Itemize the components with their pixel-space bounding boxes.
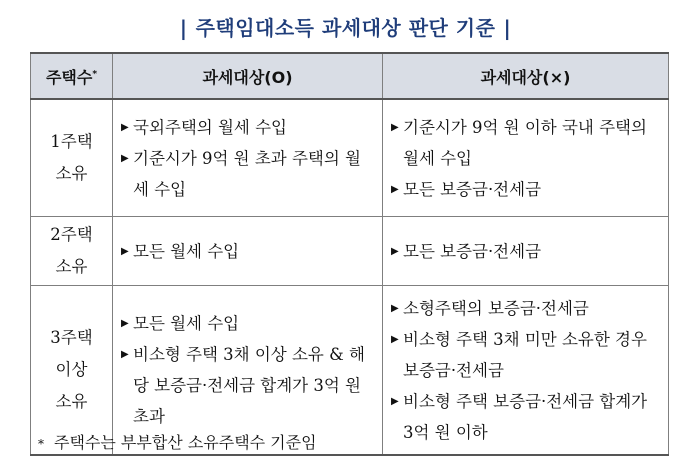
list-item: ▶ 모든 월세 수입: [121, 236, 374, 267]
table-row: [31, 217, 669, 286]
header-taxable: 과세대상(O): [113, 53, 383, 99]
footnote: [38, 430, 317, 453]
list-item: ▶ 모든 보증금·전세금: [391, 236, 660, 267]
list-item: ▶ 소형주택의 보증금·전세금: [391, 293, 660, 324]
taxable-cell: [113, 217, 383, 286]
nontaxable-cell: [383, 286, 669, 456]
arrow-right-icon: ▶: [121, 318, 129, 329]
taxable-cell: [113, 99, 383, 217]
row-label: 3주택 이상 소유: [31, 286, 113, 456]
table-header-row: [31, 53, 669, 99]
row-label: 2주택 소유: [31, 217, 113, 286]
footnote-mark: *: [38, 437, 44, 451]
arrow-right-icon: ▶: [391, 121, 399, 133]
arrow-right-icon: ▶: [391, 183, 399, 195]
nontaxable-cell: [383, 217, 669, 286]
arrow-right-icon: ▶: [121, 152, 129, 164]
header-house-count: 주택수*: [31, 53, 113, 99]
header-footnote-mark: *: [92, 69, 98, 80]
title-bar-right: |: [503, 16, 512, 40]
tax-criteria-table: [30, 52, 669, 456]
footnote-text: 주택수는 부부합산 소유주택수 기준임: [54, 433, 317, 452]
arrow-right-icon: ▶: [121, 245, 129, 257]
arrow-right-icon: ▶: [391, 395, 399, 407]
list-item: ▶ 국외주택의 월세 수입: [121, 112, 374, 143]
list-item: ▶ 기준시가 9억 원 초과 주택의 월세 수입: [121, 143, 374, 205]
header-nontaxable: 과세대상(×): [383, 53, 669, 99]
list-item: ▶ 모든 보증금·전세금: [391, 174, 660, 205]
arrow-right-icon: ▶: [391, 245, 399, 257]
nontaxable-cell: [383, 99, 669, 217]
page-title: [0, 12, 691, 41]
row-label: 1주택 소유: [31, 99, 113, 217]
list-item: ▶ 비소형 주택 3채 미만 소유한 경우 보증금·전세금: [391, 324, 660, 386]
arrow-right-icon: ▶: [391, 333, 399, 345]
title-bar-left: |: [179, 16, 188, 40]
arrow-right-icon: ▶: [121, 349, 129, 360]
table-row: [31, 99, 669, 217]
list-item: ▶ 기준시가 9억 원 이하 국내 주택의 월세 수입: [391, 112, 660, 174]
list-item: ▶ 비소형 주택 보증금·전세금 합계가 3억 원 이하: [391, 386, 660, 448]
list-item: ▶ 비소형 주택 3채 이상 소유 & 해당 보증금·전세금 합계가 3억 원 초과: [121, 339, 374, 432]
list-item: ▶ 모든 월세 수입: [121, 308, 374, 339]
arrow-right-icon: ▶: [121, 121, 129, 133]
title-text: 주택임대소득 과세대상 판단 기준: [195, 16, 496, 40]
arrow-right-icon: ▶: [391, 302, 399, 314]
